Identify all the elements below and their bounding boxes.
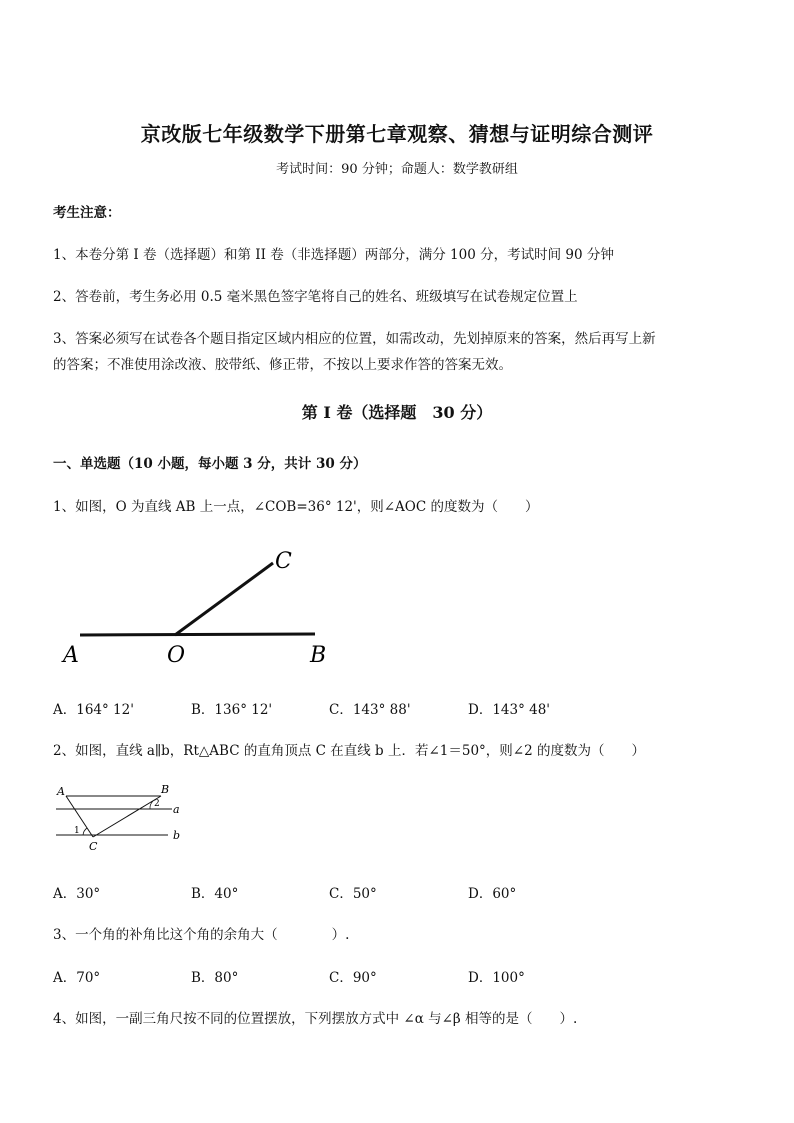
- part-heading: 一、单选题（10 小题，每小题 3 分，共计 30 分）: [53, 456, 367, 472]
- label-b: B: [161, 783, 170, 796]
- question-1-stem: 1、如图，O 为直线 AB 上一点，∠COB=36° 12'，则∠AOC 的度数为（ ）: [53, 499, 539, 515]
- question-3-option-a[interactable]: A．70°: [53, 970, 101, 986]
- question-2-option-d[interactable]: D．60°: [468, 886, 517, 902]
- question-2-option-a[interactable]: A．30°: [53, 886, 101, 902]
- notice-heading: 考生注意：: [53, 205, 121, 221]
- question-2-figure: [50, 782, 200, 854]
- question-2-option-b[interactable]: B．40°: [191, 886, 239, 902]
- question-1-figure: [55, 540, 345, 670]
- question-2-option-c[interactable]: C．50°: [329, 886, 377, 902]
- ray-oc: [175, 563, 273, 635]
- notice-item-1: 1、本卷分第 I 卷（选择题）和第 II 卷（非选择题）两部分，满分 100 分，考试时间 90 分钟: [53, 247, 614, 263]
- question-3-option-d[interactable]: D．100°: [468, 970, 525, 986]
- question-1-option-d[interactable]: D．143° 48': [468, 702, 551, 718]
- label-angle-2: 2: [154, 799, 160, 809]
- section-title: 第 I 卷（选择题 30 分）: [301, 403, 493, 422]
- notice-item-3-cont: 的答案；不准使用涂改液、胶带纸、修正带，不按以上要求作答的答案无效。: [53, 357, 512, 373]
- label-a: A: [63, 643, 79, 668]
- angle-1-arc: [83, 828, 87, 835]
- question-3-option-c[interactable]: C．90°: [329, 970, 377, 986]
- page-title: 京改版七年级数学下册第七章观察、猜想与证明综合测评: [140, 122, 654, 146]
- notice-item-3: 3、答案必须写在试卷各个题目指定区域内相应的位置，如需改动，先划掉原来的答案，然后再写上新: [53, 331, 656, 347]
- label-angle-1: 1: [74, 826, 80, 836]
- line-ab: [80, 634, 315, 635]
- question-1-option-c[interactable]: C．143° 88': [329, 702, 411, 718]
- question-3-option-b[interactable]: B．80°: [191, 970, 239, 986]
- question-1-option-a[interactable]: A．164° 12': [53, 702, 134, 718]
- question-3-stem: 3、一个角的补角比这个角的余角大（ ）.: [53, 927, 350, 943]
- notice-item-2: 2、答卷前，考生务必用 0.5 毫米黑色签字笔将自己的姓名、班级填写在试卷规定位置上: [53, 289, 578, 305]
- label-o: O: [167, 643, 186, 668]
- label-line-a: a: [173, 803, 180, 816]
- exam-info: 考试时间：90 分钟；命题人：数学教研组: [276, 162, 518, 177]
- side-bc: [93, 796, 161, 837]
- question-2-stem: 2、如图，直线 a∥b，Rt△ABC 的直角顶点 C 在直线 b 上．若∠1＝50°，则∠2 的度数为（ ）: [53, 743, 645, 759]
- question-4-stem: 4、如图，一副三角尺按不同的位置摆放，下列摆放方式中 ∠α 与∠β 相等的是（ ）.: [53, 1011, 578, 1027]
- question-1-option-b[interactable]: B．136° 12': [191, 702, 273, 718]
- label-b: B: [310, 643, 327, 668]
- label-line-b: b: [173, 829, 181, 842]
- label-c: C: [275, 549, 292, 574]
- label-c: C: [89, 840, 98, 853]
- label-a: A: [57, 785, 65, 798]
